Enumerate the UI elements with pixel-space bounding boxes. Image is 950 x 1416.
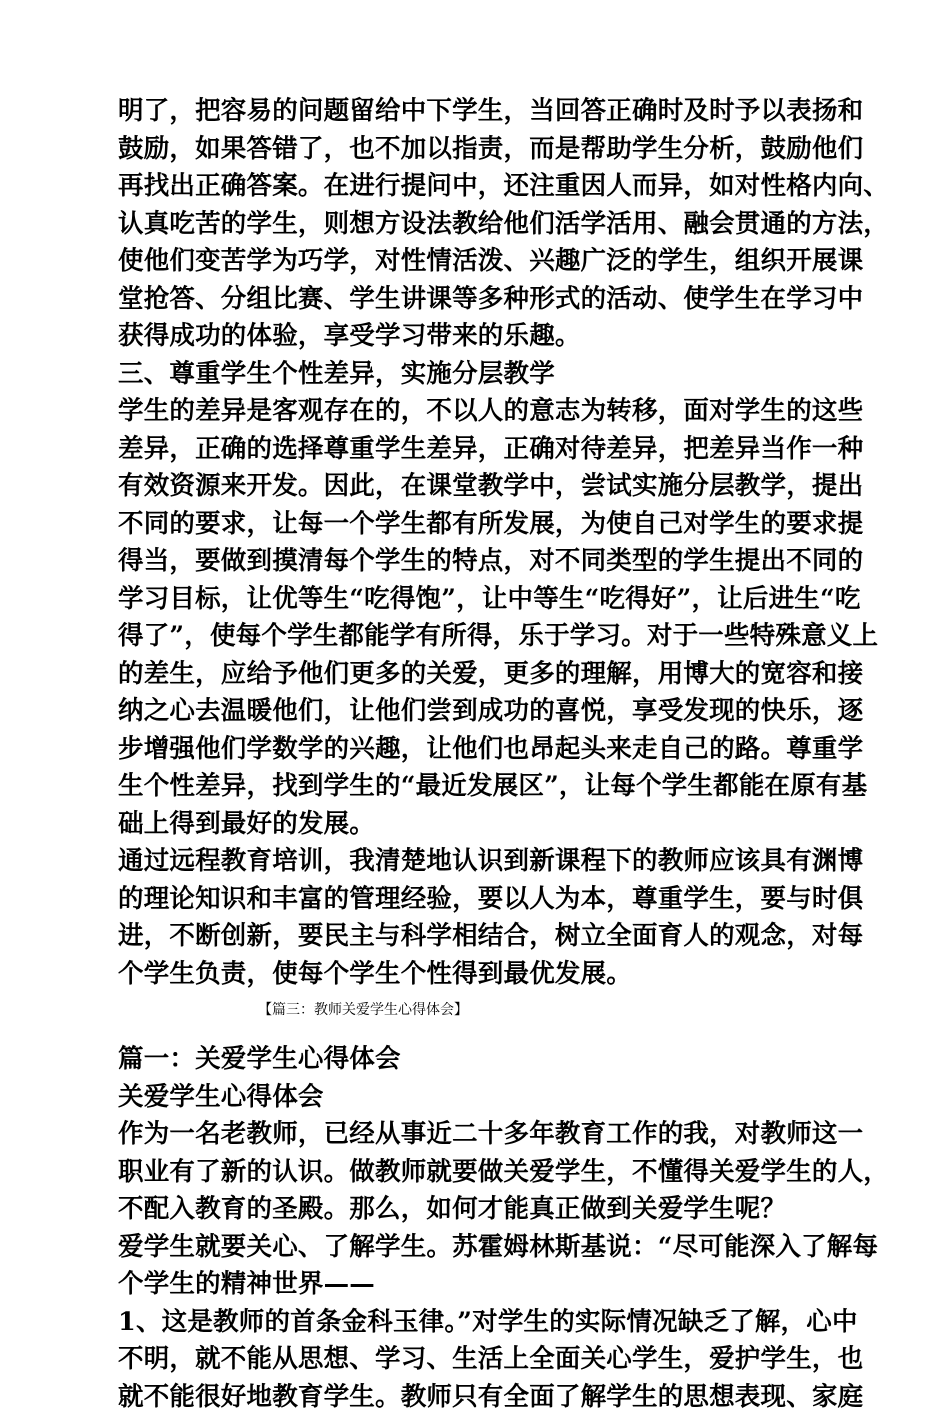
text-line: 鼓励，如果答错了，也不加以指责，而是帮助学生分析，鼓励他们 — [118, 131, 838, 169]
text-line: 个学生负责，使每个学生个性得到最优发展。 — [118, 956, 838, 994]
text-line: 有效资源来开发。因此，在课堂教学中，尝试实施分层教学，提出 — [118, 468, 838, 506]
text-line: 通过远程教育培训，我清楚地认识到新课程下的教师应该具有渊博 — [118, 843, 838, 881]
text-block-1 — [118, 93, 838, 993]
text-line: 生个性差异，找到学生的“最近发展区”，让每个学生都能在原有基 — [118, 768, 838, 806]
text-line: 的差生，应给予他们更多的关爱，更多的理解，用博大的宽容和接 — [118, 656, 838, 694]
text-block-2 — [118, 1041, 838, 1416]
document-page — [118, 93, 838, 1416]
text-line: 学生的差异是客观存在的，不以人的意志为转移，面对学生的这些 — [118, 393, 838, 431]
text-line: 纳之心去温暖他们，让他们尝到成功的喜悦，享受发现的快乐，逐 — [118, 693, 838, 731]
text-line: 再找出正确答案。在进行提问中，还注重因人而异，如对性格内向、 — [118, 168, 838, 206]
text-line: 明了，把容易的问题留给中下学生，当回答正确时及时予以表扬和 — [118, 93, 838, 131]
text-line: 就不能很好地教育学生。教师只有全面了解学生的思想表现、家庭 — [118, 1379, 838, 1416]
text-line: 础上得到最好的发展。 — [118, 806, 838, 844]
text-line: 不明，就不能从思想、学习、生活上全面关心学生，爱护学生，也 — [118, 1341, 838, 1379]
section-heading-line: 三、尊重学生个性差异，实施分层教学 — [118, 356, 838, 394]
text-line: 得了”，使每个学生都能学有所得，乐于学习。对于一些特殊意义上 — [118, 618, 838, 656]
text-line: 使他们变苦学为巧学，对性情活泼、兴趣广泛的学生，组织开展课 — [118, 243, 838, 281]
text-line: 职业有了新的认识。做教师就要做关爱学生，不懂得关爱学生的人， — [118, 1154, 838, 1192]
text-line: 学习目标，让优等生“吃得饱”，让中等生“吃得好”，让后进生“吃 — [118, 581, 838, 619]
text-line: 得当，要做到摸清每个学生的特点，对不同类型的学生提出不同的 — [118, 543, 838, 581]
text-line: 进，不断创新，要民主与科学相结合，树立全面育人的观念，对每 — [118, 918, 838, 956]
text-line: 不同的要求，让每一个学生都有所发展，为使自己对学生的要求提 — [118, 506, 838, 544]
text-line: 获得成功的体验，享受学习带来的乐趣。 — [118, 318, 838, 356]
article-title-line: 篇一：关爱学生心得体会 — [118, 1041, 838, 1079]
text-line: 不配入教育的圣殿。那么，如何才能真正做到关爱学生呢？ — [118, 1191, 838, 1229]
text-line: 1、这是教师的首条金科玉律。”对学生的实际情况缺乏了解，心中 — [118, 1304, 838, 1342]
text-line: 的理论知识和丰富的管理经验，要以人为本，尊重学生，要与时俱 — [118, 881, 838, 919]
article-subtitle-line: 关爱学生心得体会 — [118, 1079, 838, 1117]
text-line: 差异，正确的选择尊重学生差异，正确对待差异，把差异当作一种 — [118, 431, 838, 469]
text-line: 爱学生就要关心、了解学生。苏霍姆林斯基说：“尽可能深入了解每 — [118, 1229, 838, 1267]
article-heading: 【篇三：教师关爱学生心得体会】 — [258, 1001, 838, 1019]
text-line: 作为一名老教师，已经从事近二十多年教育工作的我，对教师这一 — [118, 1116, 838, 1154]
text-line: 堂抢答、分组比赛、学生讲课等多种形式的活动、使学生在学习中 — [118, 281, 838, 319]
text-line: 认真吃苦的学生，则想方设法教给他们活学活用、融会贯通的方法， — [118, 206, 838, 244]
text-line: 个学生的精神世界—— — [118, 1266, 838, 1304]
text-line: 步增强他们学数学的兴趣，让他们也昂起头来走自己的路。尊重学 — [118, 731, 838, 769]
